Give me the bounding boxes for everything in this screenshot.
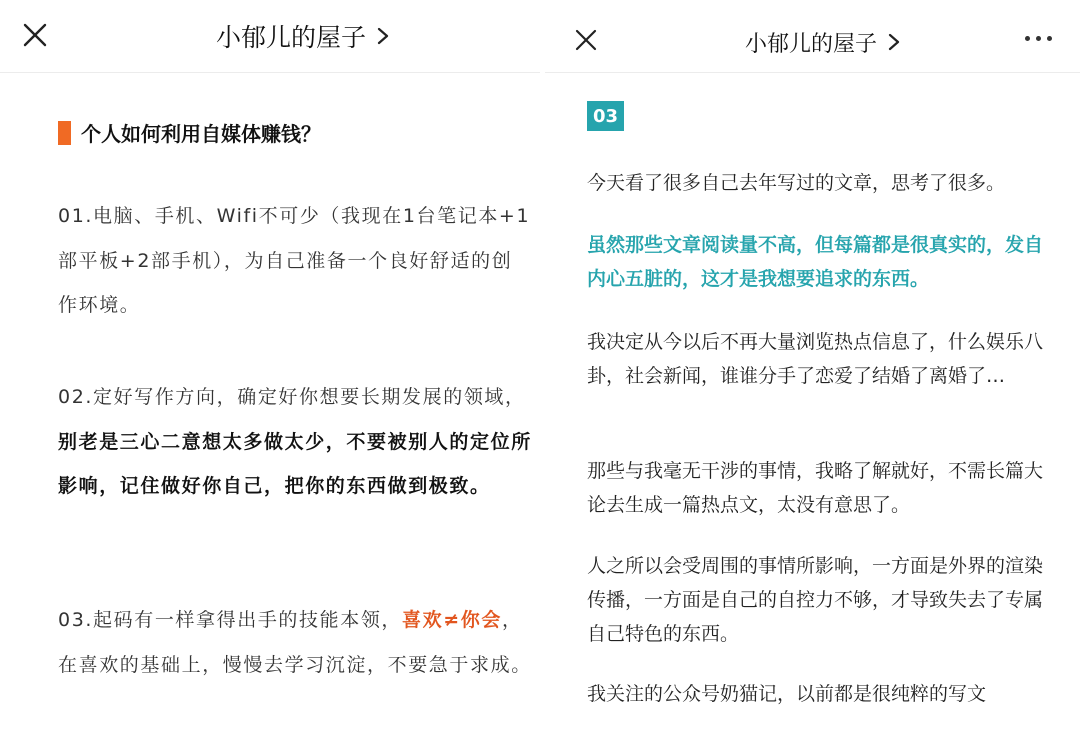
paragraph-1: 01.电脑、手机、Wifi不可少（我现在1台笔记本+1部平板+2部手机），为自己准备一个良好舒适的创作环境。 bbox=[58, 205, 531, 316]
heading-marker-icon bbox=[58, 121, 71, 145]
more-dot-icon bbox=[1036, 36, 1041, 41]
paragraph-6: 我关注的公众号奶猫记，以前都是很纯粹的写文 bbox=[587, 683, 987, 705]
section-heading bbox=[58, 118, 321, 147]
right-header bbox=[545, 0, 1080, 73]
paragraph-3 bbox=[58, 598, 532, 687]
paragraph-2-bold: 别老是三心二意想太多做太少，不要被别人的定位所影响，记住做好你自己，把你的东西做到极致。 bbox=[58, 430, 532, 497]
left-header bbox=[0, 0, 540, 73]
paragraph-2 bbox=[58, 375, 532, 509]
paragraph-4: 那些与我毫无干涉的事情，我略了解就好，不需长篇大论去生成一篇热点文，太没有意思了。 bbox=[587, 460, 1044, 516]
close-button[interactable] bbox=[20, 20, 50, 50]
close-icon bbox=[573, 27, 599, 53]
section-number-badge: 03 bbox=[587, 101, 624, 131]
account-name: 小郁儿的屋子 bbox=[216, 23, 367, 52]
close-button[interactable] bbox=[573, 27, 599, 53]
more-dot-icon bbox=[1025, 36, 1030, 41]
chevron-right-icon bbox=[885, 33, 903, 51]
paragraph-3: 我决定从今以后不再大量浏览热点信息了，什么娱乐八卦，社会新闻，谁谁分手了恋爱了结婚了离婚了… bbox=[587, 331, 1044, 387]
paragraph-1: 今天看了很多自己去年写过的文章，思考了很多。 bbox=[587, 172, 1006, 194]
paragraph-2-highlight: 虽然那些文章阅读量不高，但每篇都是很真实的，发自内心五脏的，这才是我想要追求的东西。 bbox=[587, 234, 1044, 290]
chevron-right-icon bbox=[374, 27, 392, 45]
paragraph-3-highlight: 喜欢≠你会 bbox=[402, 609, 502, 631]
paragraph-3-text-pre: 03.起码有一样拿得出手的技能本领， bbox=[58, 609, 403, 631]
paragraph-3-text-post: ，在喜欢的基础上，慢慢去学习沉淀，不要急于求成。 bbox=[58, 609, 532, 676]
account-title-link[interactable] bbox=[745, 6, 903, 78]
more-dot-icon bbox=[1047, 36, 1052, 41]
account-title-link[interactable] bbox=[216, 0, 392, 72]
paragraph-5: 人之所以会受周围的事情所影响，一方面是外界的渲染传播，一方面是自己的自控力不够，才导致失去了专属自己特色的东西。 bbox=[587, 555, 1044, 645]
paragraph-2-text: 02.定好写作方向，确定好你想要长期发展的领域， bbox=[58, 386, 526, 408]
more-options-button[interactable] bbox=[1025, 36, 1052, 41]
account-name: 小郁儿的屋子 bbox=[745, 31, 878, 57]
section-heading-text: 个人如何利用自媒体赚钱？ bbox=[81, 122, 321, 146]
close-icon bbox=[20, 20, 50, 50]
right-article-panel bbox=[545, 0, 1080, 749]
